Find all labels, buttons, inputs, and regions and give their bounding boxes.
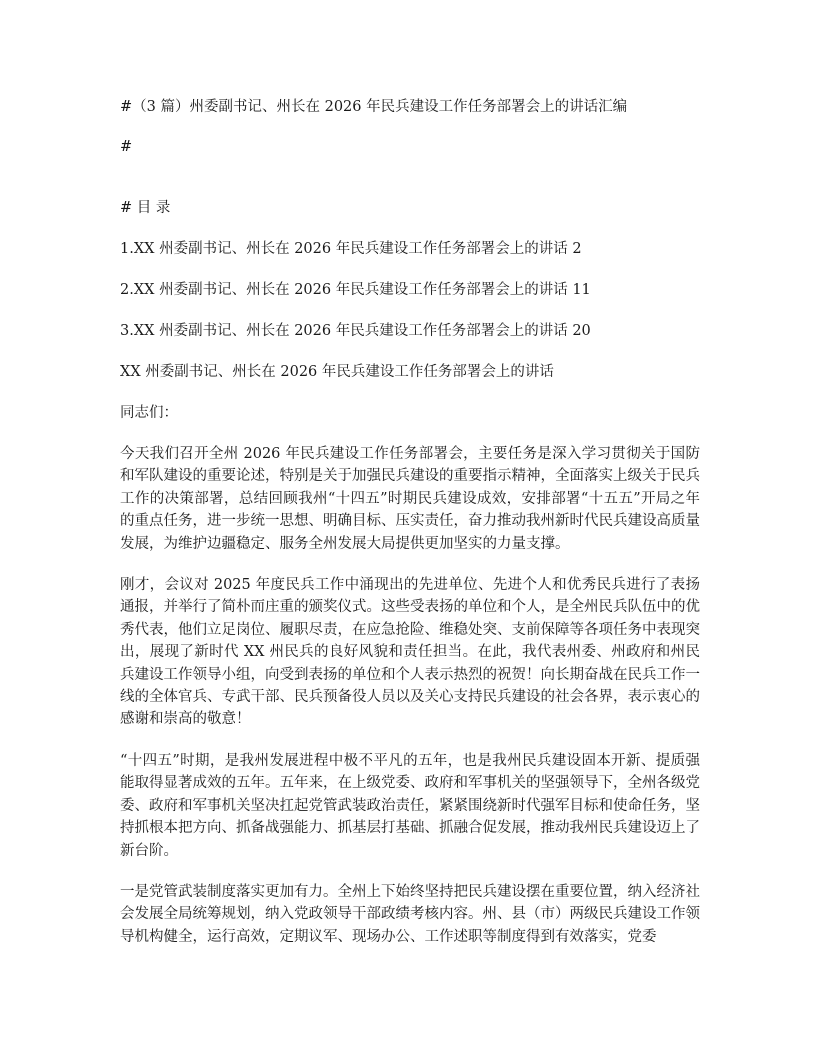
speech-title: XX 州委副书记、州长在 2026 年民兵建设工作任务部署会上的讲话	[120, 364, 554, 380]
body-paragraph-2: 刚才，会议对 2025 年度民兵工作中涌现出的先进单位、先进个人和优秀民兵进行了表扬通报，并举行了简朴而庄重的颁奖仪式。这些受表扬的单位和个人，是全州民兵队伍中的优秀代表，他们立足岗位、履职尽责，在应急抢险、维稳处突、支前保障等各项任务中表现突出，展现了新时代 XX 州民兵的良好风貌和责任担当。在此，我代表州委、州政府和州民兵建设工作领导小组，向受到表扬的单位和个人表示热烈的祝贺！向长期奋战在民兵工作一线的全体官兵、专武干部、民兵预备役人员以及关心支持民兵建设的社会各界，表示衷心的感谢和崇高的敬意！	[120, 577, 700, 728]
greeting: 同志们：	[120, 405, 178, 421]
body-paragraph-3: “十四五”时期，是我州发展进程中极不平凡的五年，也是我州民兵建设固本开新、提质强能取得显著成效的五年。五年来，在上级党委、政府和军事机关的坚强领导下，全州各级党委、政府和军事机关坚决扛起党管武装政治责任，紧紧围绕新时代强军目标和使命任务，坚持抓根本把方向、抓备战强能力、抓基层打基础、抓融合促发展，推动我州民兵建设迈上了新台阶。	[120, 752, 700, 859]
toc-heading: # 目 录	[120, 200, 171, 216]
body-paragraph-1: 今天我们召开全州 2026 年民兵建设工作任务部署会，主要任务是深入学习贯彻关于国防和军队建设的重要论述，特别是关于加强民兵建设的重要指示精神，全面落实上级关于民兵工作的决策部署，总结回顾我州“十四五”时期民兵建设成效，安排部署“十五五”开局之年的重点任务，进一步统一思想、明确目标、压实责任，奋力推动我州新时代民兵建设高质量发展，为维护边疆稳定、服务全州发展大局提供更加坚实的力量支撑。	[120, 446, 700, 552]
document-title: #（3 篇）州委副书记、州长在 2026 年民兵建设工作任务部署会上的讲话汇编	[120, 99, 628, 115]
toc-item-2: 2.XX 州委副书记、州长在 2026 年民兵建设工作任务部署会上的讲话 11	[120, 282, 591, 298]
document-body	[120, 96, 700, 948]
toc-item-1: 1.XX 州委副书记、州长在 2026 年民兵建设工作任务部署会上的讲话 2	[120, 241, 582, 257]
toc-item-3: 3.XX 州委副书记、州长在 2026 年民兵建设工作任务部署会上的讲话 20	[120, 323, 591, 339]
hash-line: #	[120, 139, 133, 155]
body-paragraph-4: 一是党管武装制度落实更加有力。全州上下始终坚持把民兵建设摆在重要位置，纳入经济社会发展全局统筹规划，纳入党政领导干部政绩考核内容。州、县（市）两级民兵建设工作领导机构健全，运行高效，定期议军、现场办公、工作述职等制度得到有效落实，党委	[120, 883, 700, 945]
